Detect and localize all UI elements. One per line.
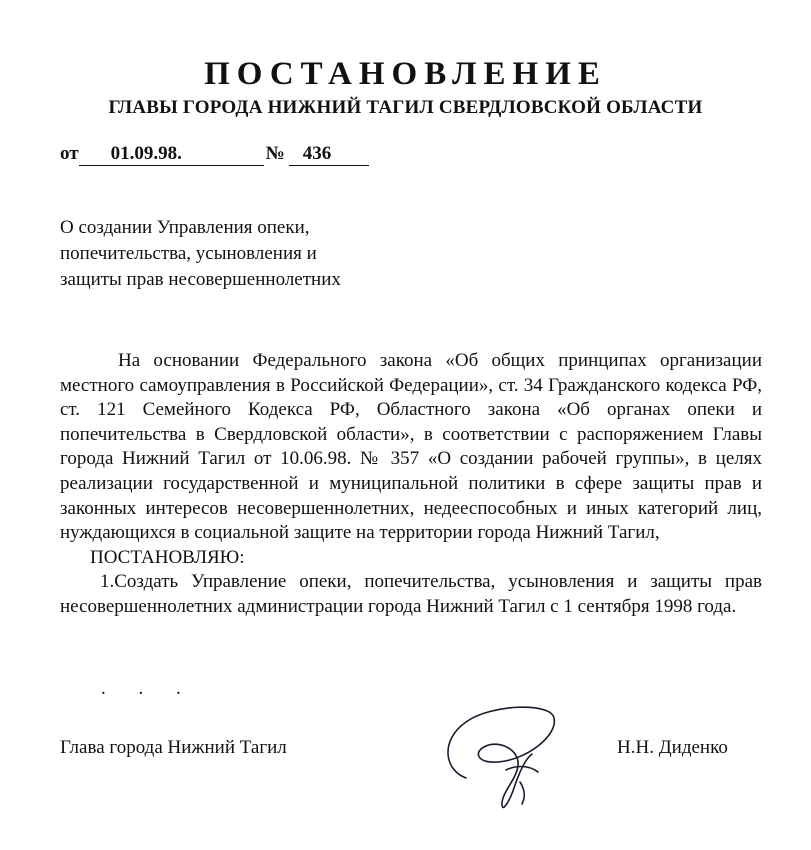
subject-line: О создании Управления опеки, [60,217,310,238]
subject-line: попечительства, усыновления и [60,243,317,264]
document-meta [60,141,369,167]
decree-heading: ПОСТАНОВЛЯЮ: [90,546,245,568]
number-sign: № [265,143,285,164]
handwritten-signature [436,700,566,820]
date-field: 01.09.98. [79,143,264,166]
preamble-paragraph: На основании Федерального закона «Об общих принципах организации местного самоуправления в Российской Федерации», ст. 34 Гражданского кодекса РФ, ст. 121 Семейного Кодекса РФ, Областного закона «Об органах опеки и попечительства в Свердловской области», в соответствии с распоряжением Главы города Нижний Тагил от 10.06.98. № 357 «О создании рабочей группы», в целях реализации государственной и муниципальной политики в сфере защиты прав и законных интересов несовершеннолетних, недееспособных и иных категорий лиц, нуждающихся в социальной защите на территории города Нижний Тагил, [60,350,762,544]
ellipsis: . . . [101,678,195,699]
subject-line: защиты прав несовершеннолетних [60,269,341,290]
date-prefix: от [60,143,79,164]
document-subtitle: ГЛАВЫ ГОРОДА НИЖНИЙ ТАГИЛ СВЕРДЛОВСКОЙ ОБЛАСТИ [108,97,703,118]
signatory-position: Глава города Нижний Тагил [60,737,287,758]
decree-item-1: 1.Создать Управление опеки, попечительства, усыновления и защиты прав несовершеннолетних администрации города Нижний Тагил с 1 сентября 1998 года. [60,571,762,617]
document-title: ПОСТАНОВЛЕНИЕ [204,56,607,92]
document-body [60,349,762,620]
signatory-name: Н.Н. Диденко [617,737,728,758]
number-field: 436 [289,143,369,166]
document-subject [60,215,341,293]
